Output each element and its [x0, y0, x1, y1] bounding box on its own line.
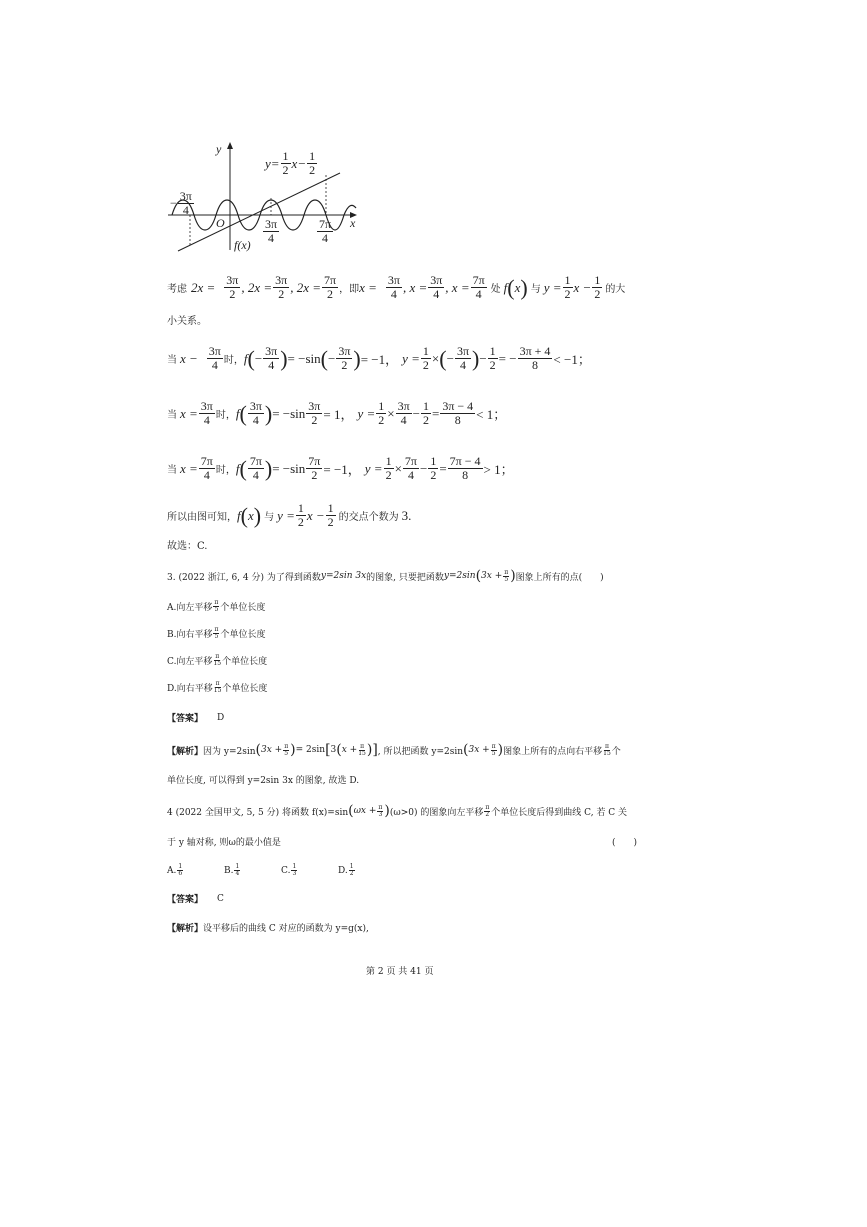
fraction: 1 6 — [178, 863, 183, 877]
fraction: $\frac{7\pi}{4}$ — [472, 273, 485, 301]
case1-line: 当 x − $\frac{3\pi}{4}$ 时， f ( − $\frac{3\pi}{4}$ ) = −sin ( − $\frac{3\pi}{2}$ ) = −1， y = $\frac{1}{2}$ × ( − $\frac{3\pi}{4}$ ) − $\frac{1}{2}$ = − $\frac{3\pi + 4}{8}$ < −1； — [167, 344, 591, 372]
fraction: π 5 — [214, 599, 219, 613]
fraction: $\frac{1}{2}$ — [564, 273, 571, 301]
fraction: $\frac{3\pi + 4}{8}$ — [519, 344, 551, 372]
fraction: $\frac{1}{2}$ — [309, 149, 316, 177]
origin-label: O — [216, 216, 225, 230]
q3-analysis-line1: 【解析】 因为 y=2sin ( 3x + $\frac{\pi}{5}$ ) = 2sin [ 3 ( x + $\frac{\pi}{15}$ )] , 所以把函数 y=2sin ( 3x + $\frac{\pi}{5}$ ) 图象上所有的点向右平移 π 15 个 — [167, 742, 621, 758]
fraction: $\frac{3\pi}{2}$ — [226, 273, 239, 301]
fraction: $\frac{3\pi}{4}$ — [430, 273, 443, 301]
q3-stem: 3. (2022 浙江, 6, 4 分) 为了得到函数 y=2sin 3x 的图象, 只要把函数 y=2sin ( 3x + $\frac{\pi}{5}$ ) 图象上所有的点( ) — [167, 568, 604, 584]
fraction: $\frac{\pi}{5}$ — [504, 568, 509, 583]
fraction: π 5 — [214, 626, 219, 640]
x-axis-label: x — [350, 216, 356, 230]
fraction: $\frac{7\pi - 4}{8}$ — [449, 454, 481, 482]
fraction: $\frac{\pi}{5}$ — [491, 742, 496, 757]
q4-option-d[interactable]: D. 1 2 — [338, 863, 354, 877]
q4-option-b[interactable]: B. 1 4 — [224, 863, 240, 877]
fraction: π 15 — [213, 653, 222, 667]
q4-option-a[interactable]: A. 1 6 — [167, 863, 183, 877]
fraction: $\frac{7\pi}{2}$ — [324, 273, 337, 301]
q3-option-c[interactable]: C.向左平移 π 15 个单位长度 — [167, 653, 268, 667]
q4-stem-line2: 于 y 轴对称, 则ω的最小值是 — [167, 838, 281, 848]
fraction: $\frac{1}{2}$ — [422, 344, 429, 372]
q3-option-a[interactable]: A.向左平移 π 5 个单位长度 — [167, 599, 266, 613]
fraction: $\frac{3\pi}{2}$ — [275, 273, 288, 301]
fraction: $\frac{\pi}{5}$ — [284, 742, 289, 757]
fraction: $\frac{3\pi}{4}$ — [249, 399, 262, 427]
fraction: $\frac{7\pi}{4}$ — [249, 454, 262, 482]
fraction: $\frac{\pi}{15}$ — [358, 742, 366, 757]
line-label: y= $\frac{1}{2}$ x− $\frac{1}{2}$ — [265, 149, 316, 177]
fraction: $\frac{3\pi}{2}$ — [308, 399, 321, 427]
fraction: $\frac{1}{2}$ — [297, 501, 304, 529]
choice-line: 故选：C. — [167, 541, 208, 552]
q4-option-c[interactable]: C. 1 3 — [281, 863, 297, 877]
y-axis-arrow — [227, 142, 233, 149]
case3-line: 当 x = $\frac{7\pi}{4}$ 时， f ( $\frac{7\pi}{4}$ ) = −sin $\frac{7\pi}{2}$ = −1， y = $\frac{1}{2}$ × $\frac{7\pi}{4}$ − $\frac{1}{2}$ = $\frac{7\pi - 4}{8}$ > 1； — [167, 454, 514, 482]
q3-option-d[interactable]: D.向右平移 π 15 个单位长度 — [167, 680, 268, 694]
q3-option-b[interactable]: B.向右平移 π 5 个单位长度 — [167, 626, 266, 640]
fraction: $\frac{3\pi}{4}$ — [200, 399, 213, 427]
fraction: $\frac{7\pi}{2}$ — [308, 454, 321, 482]
fraction: $\frac{3\pi}{4}$ — [456, 344, 469, 372]
para1-line1: 考虑 2x = $\frac{3\pi}{2}$ , 2x = $\frac{3\pi}{2}$ , 2x = $\frac{7\pi}{2}$ ，即 x = $\frac{3\pi}{4}$ , x = $\frac{3\pi}{4}$ , x = $\frac{7\pi}{4}$ 处 f ( x ) 与 y = $\frac{1}{2}$ x − $\frac{1}{2}$ 的大 — [167, 273, 626, 301]
fraction: $\frac{1}{2}$ — [489, 344, 496, 372]
q4-answer: 【答案】 C — [167, 893, 224, 905]
fraction: $\frac{1}{2}$ — [430, 454, 437, 482]
conclusion-line: 所以由图可知， f ( x ) 与 y = $\frac{1}{2}$ x − $\frac{1}{2}$ 的交点个数为 3 . — [167, 501, 412, 529]
q3-answer: 【答案】 D — [167, 712, 225, 724]
curve-label: f(x) — [234, 238, 251, 252]
fraction: $\frac{7\pi}{4}$ — [319, 217, 332, 245]
y-axis-label: y — [216, 142, 222, 156]
fraction: π 15 — [213, 680, 222, 694]
fraction: $\frac{7\pi}{4}$ — [404, 454, 417, 482]
q3-analysis-line2: 单位长度, 可以得到 y=2sin 3x 的图象, 故选 D. — [167, 776, 360, 786]
fraction: 1 3 — [292, 863, 297, 877]
q4-stem: 4 (2022 全国甲文, 5, 5 分) 将函数 f(x)=sin ( ωx + $\frac{\pi}{3}$ ) (ω>0) 的图象向左平移 π 2 个单位长度后得到曲线 C, 若 C 关 — [167, 803, 628, 819]
fraction: $\frac{3\pi}{4}$ — [397, 399, 410, 427]
fraction: $\frac{3\pi}{4}$ — [179, 189, 192, 217]
fraction: $\frac{1}{2}$ — [327, 501, 334, 529]
q4-analysis: 【解析】 设平移后的曲线 C 对应的函数为 y=g(x), — [167, 924, 369, 934]
fraction: $\frac{3\pi}{4}$ — [265, 344, 278, 372]
fraction: $\frac{3\pi}{4}$ — [208, 344, 221, 372]
fraction: $\frac{3\pi}{4}$ — [387, 273, 400, 301]
case2-line: 当 x = $\frac{3\pi}{4}$ 时， f ( $\frac{3\pi}{4}$ ) = −sin $\frac{3\pi}{2}$ = 1， y = $\frac{1}{2}$ × $\frac{3\pi}{4}$ − $\frac{1}{2}$ = $\frac{3\pi - 4}{8}$ < 1； — [167, 399, 507, 427]
fraction: 1 2 — [349, 863, 354, 877]
fraction: $\frac{3\pi}{2}$ — [338, 344, 351, 372]
fraction: $\frac{7\pi}{4}$ — [200, 454, 213, 482]
neg-tick-label: − $\frac{3\pi}{4}$ — [170, 189, 192, 217]
para1-line2: 小关系。 — [167, 316, 207, 327]
fraction: $\frac{1}{2}$ — [423, 399, 429, 427]
fraction: $\frac{1}{2}$ — [282, 149, 289, 177]
fraction: $\frac{3\pi - 4}{8}$ — [442, 399, 474, 427]
page-footer: 第 2 页 共 41 页 — [366, 967, 434, 977]
q4-blank: ( ) — [612, 838, 638, 848]
tick-label-1 — [262, 218, 280, 245]
fraction: $\frac{1}{2}$ — [385, 454, 392, 482]
fraction: π 2 — [485, 803, 490, 818]
fraction: $\frac{3\pi}{4}$ — [265, 217, 278, 245]
fraction: $\frac{\pi}{3}$ — [378, 803, 383, 818]
fraction: $\frac{1}{2}$ — [378, 399, 385, 427]
fraction: $\frac{1}{2}$ — [594, 273, 601, 301]
fraction: π 15 — [603, 742, 611, 757]
tick-label-2 — [316, 218, 334, 245]
fraction: 1 4 — [235, 863, 240, 877]
